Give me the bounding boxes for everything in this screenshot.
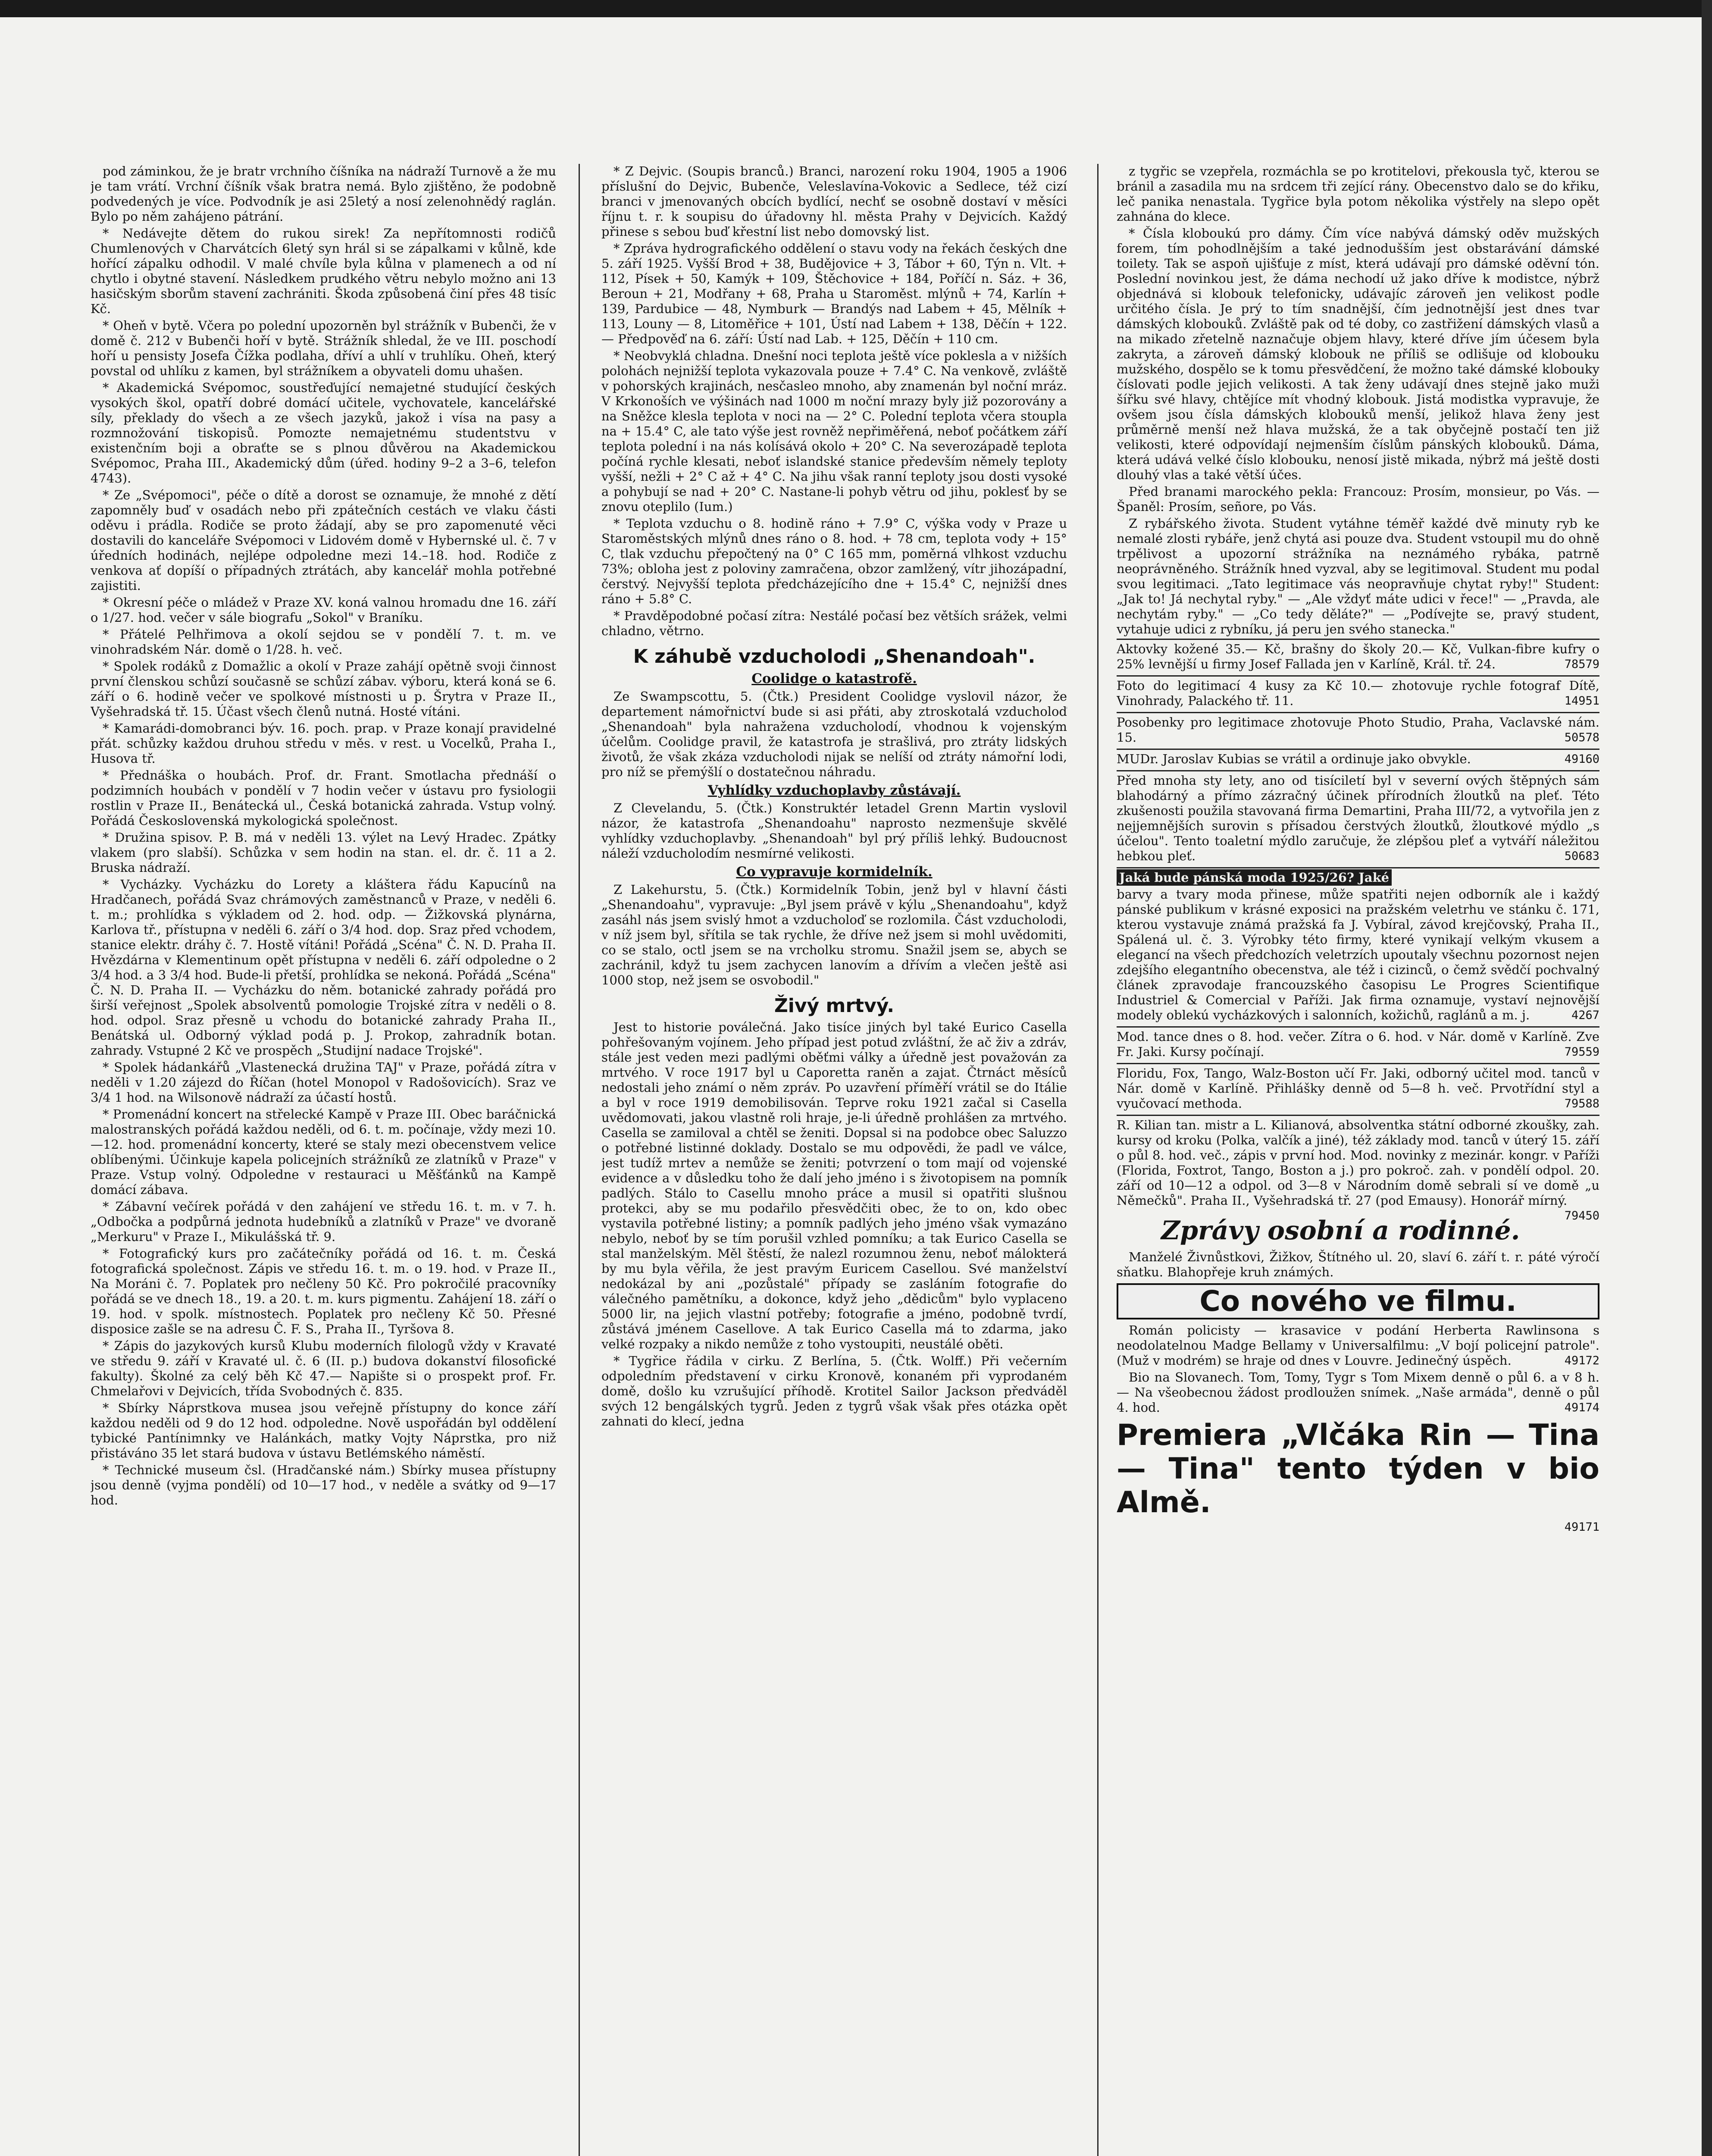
column-rule — [579, 164, 580, 2156]
article-paragraph: Ze Swampscottu, 5. (Čtk.) President Coolidge vyslovil názor, že departement námořnictví bude si asi přáti, aby ztroskotalá vzducholoď „Shenandoah" byla nahražena vzducholodí, vhodnou k vojenským účelům. Coolidge pravil, že katastrofa je strašlivá, pro ztráty lidských životů, že však zkáza vzducholodi nijak se nelíší od ztráty námořní lodi, pro níž se přemýšlí o dostatečnou náhradu. — [601, 689, 1067, 779]
ad-text: Foto do legitimací 4 kusy za Kč 10.— zhotovuje rychle fotograf Dítě, Vinohrady, Palackého tř. 11. — [1117, 678, 1599, 708]
classified-ad — [1117, 770, 1599, 867]
news-item: Před branami marockého pekla: Francouz: Prosím, monsieur, po Vás. — Španěl: Prosím, señore, po Vás. — [1117, 484, 1599, 514]
news-item: * Přednáška o houbách. Prof. dr. Frant. Smotlacha přednáší o podzimních houbách v pondělí v 7 hodin večer v ústavu pro fysiologii rostlin v Praze II., Benátecká ul., Česká botanická zahrada. Vstup volný. Pořádá Československá mykologická společnost. — [91, 768, 556, 828]
article-subheading: Coolidge o katastrofě. — [751, 671, 917, 686]
article-headline: Živý mrtvý. — [774, 995, 895, 1017]
section-title-personal: Zprávy osobní a rodinné. — [1161, 1216, 1520, 1246]
news-item: * Družina spisov. P. B. má v neděli 13. výlet na Levý Hradec. Zpátky vlakem (pro slabší). Schůzka v sem hodin na stan. el. dr. č. 11 a 2. Bruska nádraží. — [91, 830, 556, 875]
news-item: * Z Dejvic. (Soupis branců.) Branci, narození roku 1904, 1905 a 1906 příslušní do Dejvic, Bubenče, Veleslavína-Vokovic a Sedlece, též cizí branci v jmenovaných obcích bydlící, nechť se osobně dostaví v měsíci říjnu t. r. k soupisu do úřadovny hl. města Prahy v Dejvicích. Každý přinese s sebou buď křestní list nebo domovský list. — [601, 164, 1067, 239]
article-subheading: Vyhlídky vzduchoplavby zůstávají. — [707, 783, 961, 798]
article-headline: K záhubě vzducholodi „Shenandoah". — [633, 646, 1036, 667]
news-item: * Zpráva hydrografického oddělení o stavu vody na řekách českých dne 5. září 1925. Vyšší Brod + 38, Budějovice + 3, Tábor + 60, Týn n. Vlt. + 112, Písek + 50, Kamýk + 109, Štěchovice + 184, Poříčí n. Sáz. + 36, Beroun + 21, Modřany + 68, Praha u Staroměst. mlýnů + 74, Karlín + 139, Pardubice — 48, Nymburk — Brandýs nad Labem + 45, Mělník + 113, Louny — 8, Litoměřice + 101, Ústí nad Labem + 138, Děčín + 122. — Předpověď na 6. září: Ústí nad Lab. + 125, Děčín + 110 cm. — [601, 241, 1067, 346]
classified-ad — [1117, 749, 1599, 770]
classified-ad — [1117, 1026, 1599, 1063]
classified-ad — [1117, 675, 1599, 712]
ad-number: 49171 — [1564, 1520, 1599, 1534]
ad-text: Mod. tance dnes o 8. hod. večer. Zítra o 6. hod. v Nár. domě v Karlíně. Zve Fr. Jaki. Kursy počínají. — [1117, 1029, 1599, 1059]
ad-number: 79588 — [1564, 1097, 1599, 1110]
news-item: z tygřic se vzepřela, rozmáchla se po krotitelovi, překousla tyč, kterou se bránil a zasadila mu na srdcem tři zející rány. Obecenstvo dalo se do křiku, leč panika nenastala. Tygřice byla potom několika výstřely na slepo opět zahnána do klece. — [1117, 164, 1599, 224]
ad-text: Aktovky kožené 35.— Kč, brašny do školy 20.— Kč, Vulkan-fibre kufry o 25% levnější u firmy Josef Fallada jen v Karlíně, Král. tř. 24. — [1117, 642, 1599, 671]
news-item: * Zápis do jazykových kursů Klubu moderních filologů vždy v Kravaté ve středu 9. září v Kravaté ul. č. 6 (II. p.) budova dokanství filosofické fakulty). Školné za celý běh Kč 47.— Napište si o prospekt prof. Fr. Chmelařovi v Dejvicích, třída Svobodných č. 835. — [91, 1338, 556, 1398]
news-item: * Přátelé Pelhřimova a okolí sejdou se v pondělí 7. t. m. ve vinohradském Nár. domě o 1/28. h. več. — [91, 627, 556, 657]
scan-top-edge — [0, 0, 1712, 17]
scan-right-edge — [1702, 0, 1712, 2156]
news-item: * Okresní péče o mládež v Praze XV. koná valnou hromadu dne 16. září o 1/27. hod. večer v sále biografu „Sokol" v Braníku. — [91, 595, 556, 625]
column-3 — [1117, 164, 1599, 2156]
ad-text: Před mnoha sty lety, ano od tisíciletí byl v severní ových štěpných sám blahodárný a přímo zázračný účinek přírodních žloutků na pleť. Této zkušenosti použila stavovaná firma Demartini, Praha III/72, a vytvořila jen z nejjemnějších surovin s přísadou čerstvých žloutků, žloutkové mýdlo „s účelou". Tento toaletní mýdlo zaručuje, že zlépšou pleť a vytváří náležitou hebkou pleť. — [1117, 773, 1599, 863]
news-item: pod záminkou, že je bratr vrchního číšníka na nádraží Turnově a že mu je tam vrátí. Vrchní číšník však bratra nemá. Bylo zjištěno, že podobně podvedených je více. Podvodník je asi 25letý a nosí zelenohnědý raglán. Bylo po něm zahájeno pátrání. — [91, 164, 556, 224]
column-rule — [1097, 164, 1099, 2156]
ad-number: 79559 — [1564, 1045, 1599, 1059]
premiere-banner: Premiera „Vlčáka Rin — Tina — Tina" tento týden v bio Almě. — [1117, 1418, 1599, 1520]
article-paragraph: Jest to historie poválečná. Jako tisíce jiných byl také Eurico Casella pohřešovaným vojínem. Jeho případ jest potud zvláštní, že ač živ a zdráv, stále jest veden mezi padlými oběťmi války a úředně jest považován za mrtvého. V roce 1917 byl u Caporetta raněn a zajat. Čtrnáct měsíců nedostali jeho známí o něm zpráv. Po uzavření příměří vrátil se do Itálie a byl v roce 1919 demobilisován. Teprve roku 1921 začal si Casella uvědomovati, jakou vlastně roli hraje, je-li úředně prohlášen za mrtvého. Casella se zamiloval a chtěl se ženiti. Dopsal si na podobce obec Saluzzo o potřebné listinné doklady. Dostalo se mu odpovědi, že padl ve válce, jest tudíž mrtev a nemůže se ženiti; potvrzení o tom mají od vojenské evidence a v důsledku toho že dalí jeho jméno i s životopisem na pomník padlých. Stálo to Casellu mnoho práce a musil si opatřiti slušnou protekci, aby se mu podařilo přesvědčiti obec, že to on, kdo obec vystavila potřebné listiny; a pomník padlých jeho jméno však vymazáno nebylo, neboť by se tím porušil vzhled pomníku; a tak Eurico Casella se stal manželským. Měl štěstí, že nalezl rozumnou ženu, neboť málokterá by mu byla věřila, že jest pravým Euricem Casellou. Své manželství nedokázal by ani „pozůstalé" případy se zasláním fotografie do válečného pamětníku, a dokonce, když jeho „dědicům" bylo vyplaceno 5000 lir, na jejich vlastní potřeby; fotografie a jméno, podobně tvrdí, zůstává jménem Casellove. A tak Eurico Casella má to zdarma, jako velké rozpaky a nikdo nemůže z toho vystoupiti, neustálé oběti. — [601, 1020, 1067, 1351]
ad-number: 79450 — [1564, 1209, 1599, 1222]
ad-number: 50578 — [1564, 731, 1599, 744]
fashion-ad-title: Jaká bude pánská moda 1925/26? Jaké — [1117, 869, 1392, 886]
news-item: * Oheň v bytě. Včera po polední upozorněn byl strážník v Bubenči, že v domě č. 212 v Bubenči hoří v bytě. Strážník shledal, že ve III. poschodí hoří u pensisty Josefa Čížka podlaha, dříví a uhlí v truhlíku. Oheň, který povstal od uhlíku z kamen, byl strážníkem a obyvateli domu uhašen. — [91, 318, 556, 378]
classified-ad — [1117, 639, 1599, 675]
news-item: * Nedávejte dětem do rukou sirek! Za nepřítomnosti rodičů Chumlenových v Charvátcích 6letý syn hrál si se zápalkami v kůlně, kde hořící zápalku odhodil. V malé chvíle byla kůlna v plamenech a od ní chytlo i obytné stavení. Následkem prudkého větru nebylo možno ani 13 hasičským sborům stavení zachrániti. Škoda způsobená činí přes 48 tisíc Kč. — [91, 226, 556, 316]
ad-number: 50683 — [1564, 849, 1599, 863]
news-item: * Sbírky Náprstkova musea jsou veřejně přístupny do konce září každou neděli od 9 do 12 hod. odpoledne. Nově uspořádán byl oddělení tybické Pantínimnky ve Halánkách, matky Vojty Náprstka, pro niž přistáváno 35 let stará budova v ústavu Betlémského náměstí. — [91, 1401, 556, 1460]
news-item: * Neobvyklá chladna. Dnešní noci teplota ještě více poklesla a v nižších polohách nejnižší teplota vykazovala pouze + 7.4° C. Na venkově, zvláště v pohorských krajinách, nesčasleo mnoho, aby znamenán byl noční mráz. V Krkonoších ve výšinách nad 1000 m noční mrazy byly již pozorovány a na Sněžce klesla teplota v noci na — 2° C. Polední teplota včera stoupla na + 15.4° C, ale tato výše jest rovněž nepřiměřená, neboť počátkem září teplota polední i na nás kolísává okolo + 20° C. Na severozápadě teplota počíná rychle klesati, neboť islandské stanice především němely teploty vyšší, nežli + 2° C až + 4° C. Na jihu však ranní teploty jsou dosti vysoké a pohybují se nad + 20° C. Nastane-li pohyb větru od jihu, poklesť by se znovu oteplilo (Ium.) — [601, 348, 1067, 514]
news-item: * Zábavní večírek pořádá v den zahájení ve středu 16. t. m. v 7. h. „Odbočka a podpůrná jednota hudebníků a zlatníků v Praze" ve dvoraně „Merkuru" v Praze I., Mikulášská tř. 9. — [91, 1199, 556, 1244]
classified-ad — [1117, 1063, 1599, 1115]
fashion-ad-text: barvy a tvary moda přinese, může spatřiti nejen odborník ale i každý pánské publikum v krásné exposici na pražském veletrhu ve stánku č. 171, kterou vystavuje známá pražská fa J. Vybíral, závod krejčovský, Praha II., Spálená ul. č. 3. Výrobky této firmy, které vynikají velkým vkusem a elegancí na všech předchozích veletrzích upoutaly všechnu pozornost nejen zdejšího elegantního obecenstva, ale též i cizinců, o čemž svědčí pochvalný článek zpravodaje francouzského časopisu Le Progres Scientifique Industriel & Comercial v Paříži. Jak firma oznamuje, vystaví nejnovější modely oblekú vycházkových i salonních, kožichů, raglánů a m. j. — [1117, 887, 1599, 1022]
news-item: * Pravděpodobné počasí zítra: Nestálé počasí bez větších srážek, velmi chladno, větrno. — [601, 608, 1067, 638]
news-item: * Teplota vzduchu o 8. hodině ráno + 7.9° C, výška vody v Praze u Staroměstských mlýnů dnes ráno o 8. hod. + 78 cm, teplota vody + 15° C, tlak vzduchu přepočtený na 0° C 165 mm, poměrná vlhkost vzduchu 73%; obloha jest z poloviny zamračena, obzor zamlžený, vítr jihozápadní, čerstvý. Nejvyšší teplota předcházejícího dne + 15.4° C, nejnižší dnes ráno + 5.8° C. — [601, 516, 1067, 606]
news-item: * Promenádní koncert na střelecké Kampě v Praze III. Obec baráčnická malostranských pořádá každou neděli, od 6. t. m. počínaje, vždy mezi 10.—12. hod. promenádní koncerty, které se staly mezi obecenstvem velice oblíbenými. Účinkuje kapela policejních strážníků ze zlatníků v Praze" v Praze. Vstup volný. Odpoledne v restauraci u Měšťánků na Kampě domácí zábava. — [91, 1107, 556, 1197]
classified-ad — [1117, 1115, 1599, 1222]
column-2 — [601, 164, 1067, 2156]
news-item: * Spolek hádankářů „Vlastenecká družina TAJ" v Praze, pořádá zítra v neděli v 1.20 zájezd do Říčan (hotel Monopol v Radošovicích). Sraz ve 3/4 1 hod. na Wilsonově nádraží za účastí hostů. — [91, 1060, 556, 1105]
article-subheading: Co vypravuje kormidelník. — [736, 864, 933, 880]
ad-text: Posobenky pro legitimace zhotovuje Photo Studio, Praha, Vaclavské nám. 15. — [1117, 715, 1599, 745]
ad-number: 78579 — [1564, 658, 1599, 671]
film-item: Román policisty — krasavice v podání Herberta Rawlinsona s neodolatelnou Madge Bellamy v Universalfilmu: „V bojí policejní patrole". (Muž v modrém) se hraje od dnes v Louvre. Jedinečný úspěch. — [1117, 1323, 1599, 1368]
news-item: * Kamarádi-domobranci býv. 16. poch. prap. v Praze konají pravidelné přát. schůzky každou druhou středu v měs. v rest. u Vocelků, Praha I., Husova tř. — [91, 721, 556, 766]
ad-number: 49174 — [1564, 1401, 1599, 1414]
news-item: * Spolek rodáků z Domažlic a okolí v Praze zahájí opětně svoji činnost první členskou schůzí současně se schůzí zábav. výboru, která koná se 6. září o 6. hodině večer ve spolkové místnosti u p. Šrytra v Praze II., Vyšehradská tř. 15. Účast všech členů nutná. Hosté vítáni. — [91, 659, 556, 719]
ad-number: 49172 — [1564, 1354, 1599, 1367]
news-item: * Fotografický kurs pro začátečníky pořádá od 16. t. m. Česká fotografická společnost. Zápis ve středu 16. t. m. o 19. hod. v Praze II., Na Moráni č. 7. Poplatek pro nečleny 50 Kč. Pro pokročilé pracovníky pořádá se ve dnech 18., 19. a 20. t. m. kurs pigmentu. Zahájení 18. září o 19. hod. v spolk. místnostech. Poplatek pro nečleny Kč 50. Přesné disposice zašle se na adresu Č. F. S., Praha II., Tyršova 8. — [91, 1246, 556, 1336]
section-title-film: Co nového ve filmu. — [1117, 1283, 1599, 1319]
ad-number: 49160 — [1564, 752, 1599, 766]
news-item: Z rybářského života. Student vytáhne téměř každé dvě minuty ryb ke nemalé zlosti rybáře, jenž chytá asi pouze dva. Student vstoupil mu do ohně trpělivost a upozorní strážníka na neznámého rybáka, patrně neoprávněného. Strážník hned vyzval, aby se legitimoval. Student mu podal svou legitimaci. „Tato legitimace vás neopravňuje chytat ryby!" Student: „Jak to! Já nechytal ryby." — „Ale vždyť máte udici v řece!" — „Pravda, ale nechytám ryby." — „Co tedy děláte?" — „Podívejte se, pravý student, vytahuje udici z rybníku, já peru jen svého stanecka." — [1117, 516, 1599, 636]
news-item: * Tygřice řádila v cirku. Z Berlína, 5. (Čtk. Wolff.) Při večerním odpoledním představení v cirku Kronově, konaném při vyprodaném domě, došlo ku vzrušující příhodě. Krotitel Sailor Jackson předváděl svých 12 bengálských tygrů. Jeden z tygrů však však přes otázka opět zahnati do klecí, jedna — [601, 1354, 1067, 1429]
ad-number: 4267 — [1571, 1009, 1599, 1022]
article-paragraph: Z Clevelandu, 5. (Čtk.) Konstruktér letadel Grenn Martin vyslovil názor, že katastrofa „Shenandoahu" naprosto nezmenšuje skvělé vyhlídky vzduchoplavby. „Shenandoah" byl prý příliš lehký. Budoucnost náleží vzducholodím nesmírné velikosti. — [601, 801, 1067, 861]
column-1 — [91, 164, 556, 2156]
ad-text: MUDr. Jaroslav Kubias se vrátil a ordinuje jako obvykle. — [1117, 752, 1471, 766]
ad-text: Floridu, Fox, Tango, Walz-Boston učí Fr. Jaki, odborný učitel mod. tanců v Nár. domě v Karlíně. Přihlášky denně od 5—8 h. več. Prvotřídní styl a vyučovací methoda. — [1117, 1066, 1599, 1111]
news-item: * Vycházky. Vycházku do Lorety a kláštera řádu Kapucínů na Hradčanech, pořádá Svaz chrámových zaměstnanců v Praze, v neděli 6. t. m.; prohlídka s výkladem od 2. hod. odp. — Žižkovská plynárna, Karlova tř., přístupna v neděli 6. září o 3/4 hod. dop. Sraz před vchodem, stanice elektr. dráhy č. 7. Hostě vítáni! Pořádá „Scéna" Č. N. D. Praha II. Hvězdárna v Klementinum opět přístupna v neděli 6. září odpoledne o 2 3/4 hod. a 3 3/4 hod. Bude-li přetší, prohlídka se nekoná. Pořádá „Scéna" Č. N. D. Praha II. — Vycházku do něm. botanické zahrady pořádá pro širší veřejnost „Spolek absolventů pomologie Trojské zítra v neděli o 8. hod. odpol. Sraz přesně u vchodu do botanické zahrady Praha II., Benátská ul. Odborný výklad podá p. J. Prokop, zahradník botan. zahrady. Vstupné 2 Kč ve prospěch „Studijní nadace Trojské". — [91, 877, 556, 1058]
fashion-ad — [1117, 867, 1599, 1026]
ad-text: R. Kilian tan. mistr a L. Kilianová, absolventka státní odborné zkoušky, zah. kursy od kroku (Polka, valčík a jiné), též základy mod. tanců v úterý 15. září o půl 8. hod. več., zápis v první hod. Mod. novinky z mezinár. kongr. v Paříži (Florida, Foxtrot, Tango, Boston a j.) pro pokroč. zah. v pondělí odpol. 20. září od 10—12 a odpol. od 3—8 v Národním domě sebrali sí ve domě „u Němečků". Praha II., Vyšehradská tř. 27 (pod Emausy). Honorář mírný. — [1117, 1118, 1599, 1208]
news-item: * Technické museum čsl. (Hradčanské nám.) Sbírky musea přístupny jsou denně (vyjma pondělí) od 10—17 hod., v neděle a svátky od 9—17 hod. — [91, 1463, 556, 1507]
news-item: * Čísla kloboukú pro dámy. Čím více nabývá dámský oděv mužských forem, tím pohodlnějším a také jednodušším jest obstarávání dámské toilety. Tak se aspoň ujišťuje z míst, která udávají pro dámské oděvní tón. Poslední novinkou jest, že dáma nechodí už jako dříve k modistce, nýbrž objednává si klobouk telefonicky, udávajíc zároveň jen velikost podle určitého čísla. Je prý to tím snadnější, čím jednotnější jest dnes tvar dámských klobouků. Zvláště pak od té doby, co zastřižení dámských vlasů a na mikado zřetelně naznačuje objem hlavy, které dříve jím účesem byla zakryta, a zároveň dámský klobouk ne příliš se odlišuje od klobouku mužského, dospělo se k tomu přesvědčení, že možno také dámské klobouky číslovati podle jejich velikosti. A tak ženy udávají dnes stejně jako muži šířku své hlavy, chtějíce mít vhodný klobouk. Jistá modistka vypravuje, že ovšem jsou čísla dámských klobouků menší, jelikož hlava ženy jest průměrně menší než hlava mužská, že a tak obyčejně postačí ten již velikosti, které odpovídají nejmenším číslům pánských klobouků. Dáma, která udává velké číslo klobouku, nenosí jistě mikada, nýbrž má ještě dosti dlouhý vlas a také větší účes. — [1117, 226, 1599, 482]
article-paragraph: Z Lakehurstu, 5. (Čtk.) Kormidelník Tobin, jenž byl v hlavní části „Shenandoahu", vypravuje: „Byl jsem právě v kýlu „Shenandoahu", když zasáhl nás jsem svislý hmot a vzducholoď se rozlomila. Část vzducholodi, v níž jsem byl, sřítila se tak rychle, že dříve než jsem si mohl uvědomiti, co se stalo, octl jsem se na vrcholku stromu. Snažil jsem se, abych se zachránil, když tu jsem zachycen lanovím a dřívím a vlečen ještě asi 1000 stop, než jsem se osvobodil." — [601, 882, 1067, 987]
film-item: Bio na Slovanech. Tom, Tomy, Tygr s Tom Mixem denně o půl 6. a v 8 h. — Na všeobecnou žádost prodloužen snímek. „Naše armáda", denně o půl 4. hod. — [1117, 1370, 1599, 1415]
news-item: * Ze „Svépomoci", péče o dítě a dorost se oznamuje, že mnohé z dětí zapomněly buď v osadách nebo při zpátečních cestách ve vlaku části oděvu i prádla. Rodiče se proto žádají, aby se pro zapomenuté věci dostavili do kanceláře Svépomoci v Lidovém domě v Hybernské ul. č. 7 v úředních hodinách, nejlépe odpoledne mezi 14.–18. hod. Rodiče z venkova ať dopíší o případných ztrátách, aby kancelář mohla potřebné zajistiti. — [91, 488, 556, 593]
news-item: * Akademická Svépomoc, soustřeďující nemajetné studující českých vysokých škol, opatří dobré domácí učitele, vychovatele, kancelářské síly, překlady do všech a ze všech jazyků, jakož i vísa na pasy a rozmnožování tiskopisů. Pomozte nemajetnému studentstvu v existenčním boji a obraťte se s plnou důvěrou na Akademickou Svépomoc, Praha III., Akademický dům (úřed. hodiny 9–2 a 3–6, telefon 4743). — [91, 380, 556, 486]
ad-number: 14951 — [1564, 694, 1599, 708]
news-item: Manželé Živnůstkovi, Žižkov, Štítného ul. 20, slaví 6. září t. r. páté výročí sňatku. Blahopřeje kruh známých. — [1117, 1250, 1599, 1279]
classified-ad — [1117, 712, 1599, 749]
